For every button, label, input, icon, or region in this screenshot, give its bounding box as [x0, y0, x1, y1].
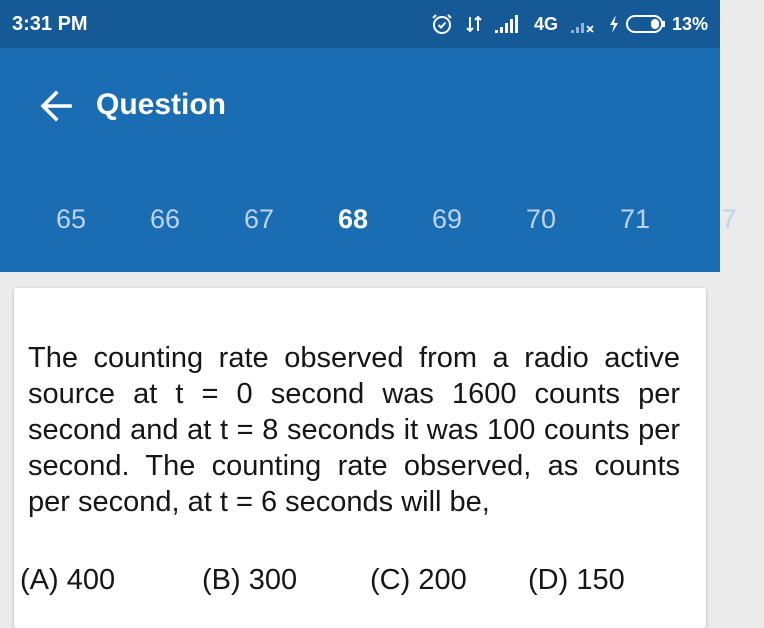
question-tabs	[0, 204, 737, 244]
tab-71[interactable]: 71	[619, 204, 651, 234]
signal-icon	[494, 14, 522, 34]
tab-68[interactable]: 68	[337, 204, 369, 234]
battery-status	[608, 14, 708, 35]
option-a[interactable]: (A) 400	[20, 564, 116, 596]
page-title: Question	[96, 88, 227, 121]
status-bar	[0, 0, 720, 48]
tab-66[interactable]: 66	[149, 204, 181, 234]
answer-options	[20, 564, 700, 604]
arrow-left-icon	[36, 86, 76, 126]
status-time: 3:31 PM	[12, 12, 88, 35]
battery-percent: 13%	[671, 13, 708, 34]
back-button[interactable]	[36, 86, 76, 126]
charging-icon	[608, 14, 620, 34]
battery-icon	[626, 14, 666, 34]
network-type: 4G	[533, 13, 558, 34]
option-c[interactable]: (C) 200	[370, 564, 467, 596]
tab-65[interactable]: 65	[55, 204, 87, 234]
option-b[interactable]: (B) 300	[202, 564, 298, 596]
option-d[interactable]: (D) 150	[528, 564, 625, 596]
data-transfer-icon	[466, 13, 482, 35]
no-signal-icon	[570, 14, 596, 34]
app-bar	[0, 48, 737, 272]
tab-67[interactable]: 67	[243, 204, 275, 234]
tab-72-partial[interactable]: 7	[721, 204, 737, 234]
question-card	[14, 288, 706, 628]
question-text: The counting rate observed from a radio active source at t = 0 second was 1600 counts per second and at t = 8 seconds it was 100 counts per second. The counting rate observed, as counts per second, at t = 6 seconds will be,	[28, 342, 680, 518]
tab-70[interactable]: 70	[525, 204, 557, 234]
status-icons	[430, 12, 708, 36]
alarm-icon	[430, 12, 454, 36]
tab-69[interactable]: 69	[431, 204, 463, 234]
